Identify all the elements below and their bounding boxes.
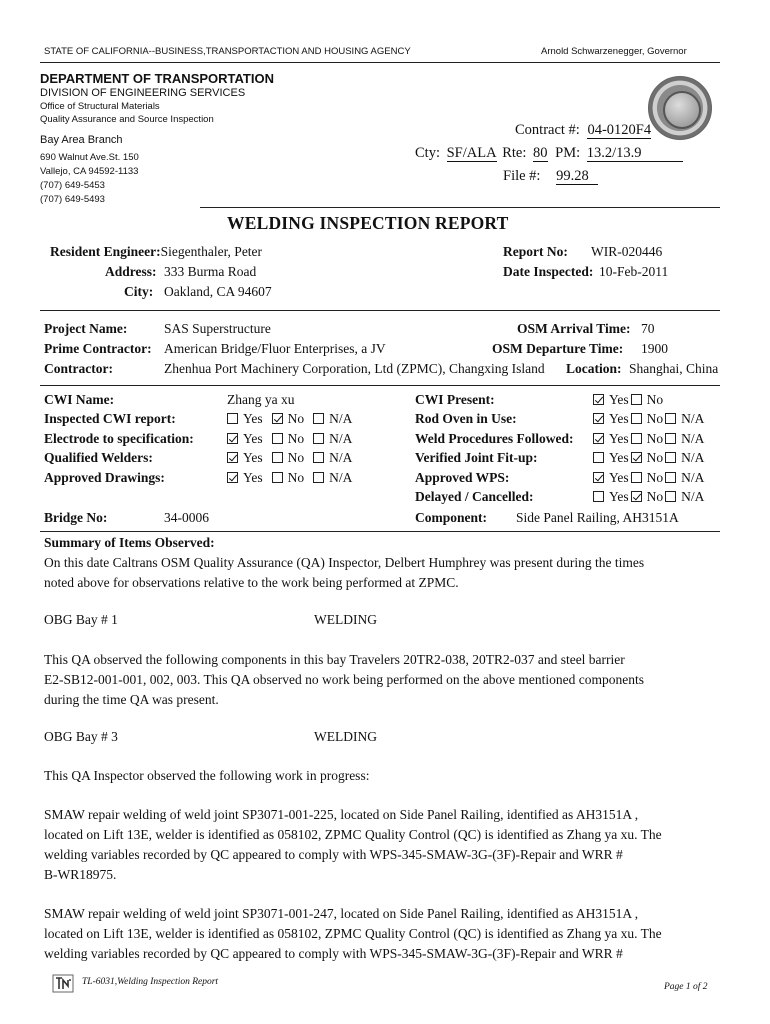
yes-label: Yes [609,392,629,407]
checkbox-icon[interactable] [593,394,604,405]
contract-label: Contract #: [515,122,580,138]
prime-contractor-label: Prime Contractor: [44,341,152,356]
option-no[interactable] [272,411,305,427]
rte-value: 80 [533,145,548,161]
yes-label: Yes [609,430,629,446]
right-label-1: Weld Procedures Followed: [415,430,574,446]
na-label: N/A [681,489,705,504]
text-line: On this date Caltrans OSM Quality Assurance (QA) Inspector, Delbert Humphrey was present during the times [44,555,645,570]
checked-checkbox-icon[interactable] [227,433,238,444]
checked-checkbox-icon[interactable] [272,413,283,424]
option-yes[interactable] [227,470,263,486]
cwi-name-label: CWI Name: [44,392,115,407]
checkbox-icon[interactable] [313,472,324,483]
footer-form-name: TL-6031,Welding Inspection Report [82,977,219,987]
option-yes[interactable] [593,470,629,486]
cwi-present-no[interactable] [631,392,664,408]
na-label: N/A [681,469,705,485]
report-no-value: WIR-020446 [591,244,663,259]
pm-label: PM: [555,145,581,161]
option-yes[interactable] [593,450,629,466]
yes-label: Yes [243,469,263,485]
summary-paragraph-5 [44,904,662,964]
option-yes[interactable] [593,489,629,505]
left-label-0: Inspected CWI report: [44,411,176,426]
contractor-value: Zhenhua Port Machinery Corporation, Ltd (ZPMC), Changxing Island [164,361,545,376]
checkbox-icon[interactable] [665,452,676,463]
na-label: N/A [329,469,353,485]
text-line: located on Lift 13E, welder is identified as 058102, ZPMC Quality Control (QC) is identified as Zhang ya xu. The [44,827,662,842]
osm-arrival-label: OSM Arrival Time: [517,321,631,336]
section-divider-1 [40,310,720,311]
phone-2: (707) 649-5493 [40,194,105,205]
branch-text: Bay Area Branch [40,134,123,146]
left-options-0 [227,411,352,427]
page-of: of [693,982,701,992]
text-line: during the time QA was present. [44,692,219,707]
na-label: N/A [681,430,705,446]
address-line-2: Vallejo, CA 94592-1133 [40,166,139,177]
location-ref-row [415,145,683,162]
option-na[interactable] [313,450,352,466]
option-no[interactable] [631,489,664,505]
checkbox-icon[interactable] [272,472,283,483]
yes-label: Yes [243,450,263,465]
osm-arrival-value: 70 [641,321,655,336]
california-seal-icon [648,76,712,140]
checkbox-icon[interactable] [665,413,676,424]
option-yes[interactable] [593,431,629,447]
engineer-block [50,244,290,264]
no-label: No [646,392,664,407]
option-no[interactable] [272,431,305,447]
right-label-3: Approved WPS: [415,469,510,485]
right-options-4 [593,489,704,505]
left-label-1: Electrode to specification: [44,430,194,446]
left-label-2: Qualified Welders: [44,450,153,465]
page-total: 2 [702,982,708,992]
file-row [503,168,598,185]
checkbox-icon[interactable] [631,394,642,405]
checkbox-icon[interactable] [313,452,324,463]
agency-text: STATE OF CALIFORNIA--BUSINESS,TRANSPORTACTION AND HOUSING AGENCY [44,46,411,57]
resident-engineer-label: Resident Engineer: [50,244,161,259]
section-divider-3 [40,531,720,532]
text-line: B-WR18975. [44,867,117,882]
option-na[interactable] [665,489,704,505]
option-no[interactable] [631,431,664,447]
summary-paragraph-2 [44,650,644,710]
option-no[interactable] [631,411,664,427]
page-number [664,982,708,992]
address-line-1: 690 Walnut Ave.St. 150 [40,152,139,163]
project-name-value: SAS Superstructure [164,321,271,336]
option-no[interactable] [631,450,664,466]
text-line: welding variables recorded by QC appeared to comply with WPS-345-SMAW-3G-(3F)-Repair and WRR # [44,946,623,961]
location-label: Location: [566,361,622,376]
option-no[interactable] [272,450,305,466]
city-label: City: [124,284,154,299]
text-line: located on Lift 13E, welder is identified as 058102, ZPMC Quality Control (QC) is identified as Zhang ya xu. The [44,926,662,941]
right-label-2: Verified Joint Fit-up: [415,450,538,465]
text-line: welding variables recorded by QC appeared to comply with WPS-345-SMAW-3G-(3F)-Repair and WRR # [44,847,623,862]
no-label: No [646,430,664,446]
office-text: Office of Structural Materials [40,101,160,112]
right-label-4: Delayed / Cancelled: [415,489,534,504]
phone-1: (707) 649-5453 [40,180,105,191]
checked-checkbox-icon[interactable] [593,433,604,444]
bay-1-activity: WELDING [314,612,377,627]
pm-value: 13.2/13.9 [587,146,683,162]
checkbox-icon[interactable] [313,433,324,444]
left-options-3 [227,470,352,486]
na-label: N/A [681,450,705,465]
page-label: Page [664,982,684,992]
text-line: This QA Inspector observed the following work in progress: [44,768,370,783]
option-no[interactable] [631,470,664,486]
na-label: N/A [681,411,705,426]
summary-paragraph-1 [44,553,644,593]
na-label: N/A [329,430,353,446]
no-label: No [646,469,664,485]
contract-row [515,122,651,139]
rte-label: Rte: [502,145,527,161]
checked-checkbox-icon[interactable] [593,413,604,424]
no-label: No [287,469,305,485]
checkbox-icon[interactable] [272,433,283,444]
right-options-0 [593,411,704,427]
na-label: N/A [329,411,353,426]
checkbox-icon[interactable] [631,472,642,483]
text-line: noted above for observations relative to the work being performed at ZPMC. [44,575,459,590]
option-yes[interactable] [593,411,629,427]
option-na[interactable] [313,431,352,447]
no-label: No [287,430,305,446]
text-line: E2-SB12-001-001, 002, 003. This QA observed no work being performed on the above mentioned components [44,672,645,687]
checkbox-icon[interactable] [665,433,676,444]
checkbox-icon[interactable] [665,491,676,502]
text-line: SMAW repair welding of weld joint SP3071-001-225, located on Side Panel Railing, identified as AH3151A , [44,807,639,822]
component-label: Component: [415,510,488,525]
bridge-no-label: Bridge No: [44,510,108,525]
cty-label: Cty: [415,145,440,161]
option-yes[interactable] [227,450,263,466]
option-na[interactable] [665,450,704,466]
checked-checkbox-icon[interactable] [631,491,642,502]
title-divider [200,207,720,208]
governor-text: Arnold Schwarzenegger, Governor [541,46,687,57]
cwi-present-options [593,392,663,408]
yes-label: Yes [243,411,263,426]
osm-departure-label: OSM Departure Time: [492,341,624,356]
prime-contractor-value: American Bridge/Fluor Enterprises, a JV [164,341,386,356]
left-options-1 [227,431,352,447]
checked-checkbox-icon[interactable] [593,472,604,483]
cwi-present-label: CWI Present: [415,392,495,407]
option-na[interactable] [665,411,704,427]
option-no[interactable] [272,470,305,486]
text-line: SMAW repair welding of weld joint SP3071-001-247, located on Side Panel Railing, identified as AH3151A , [44,906,639,921]
project-name-label: Project Name: [44,321,128,336]
right-options-1 [593,431,704,447]
report-title: WELDING INSPECTION REPORT [227,213,509,233]
resident-engineer-value: Siegenthaler, Peter [160,244,263,259]
division-text: DIVISION OF ENGINEERING SERVICES [40,87,246,99]
option-na[interactable] [665,470,704,486]
summary-paragraph-3 [44,766,369,786]
right-label-0: Rod Oven in Use: [415,411,517,426]
yes-label: Yes [609,450,629,465]
contract-value: 04-0120F4 [587,122,652,138]
checkbox-icon[interactable] [631,413,642,424]
top-divider [40,62,720,63]
right-options-2 [593,450,704,466]
caltrans-logo-icon [52,972,74,994]
address-value: 333 Burma Road [164,264,257,279]
left-label-3: Approved Drawings: [44,469,165,485]
checkbox-icon[interactable] [313,413,324,424]
file-label: File #: [503,168,541,184]
page-current: 1 [685,982,691,992]
checkbox-icon[interactable] [272,452,283,463]
option-yes[interactable] [227,411,263,427]
yes-label: Yes [609,469,629,485]
yes-label: Yes [609,411,629,426]
component-value: Side Panel Railing, AH3151A [516,510,679,525]
cty-value: SF/ALA [446,145,497,161]
na-label: N/A [329,450,353,465]
text-line: This QA observed the following components in this bay Travelers 20TR2-038, 20TR2-037 and steel barrier [44,652,625,667]
no-label: No [287,450,305,465]
summary-heading: Summary of Items Observed: [44,535,215,550]
no-label: No [646,411,664,426]
date-inspected-value: 10-Feb-2011 [599,264,669,279]
checkbox-icon[interactable] [593,491,604,502]
checkbox-icon[interactable] [593,452,604,463]
address-label: Address: [105,264,157,279]
bay-3-label: OBG Bay # 3 [44,729,118,744]
bay-1-label: OBG Bay # 1 [44,612,118,627]
bay-3-activity: WELDING [314,729,377,744]
yes-label: Yes [243,430,263,446]
location-value: Shanghai, China [629,361,719,376]
summary-paragraph-4 [44,805,662,885]
checked-checkbox-icon[interactable] [227,452,238,463]
report-no-label: Report No: [503,244,568,259]
option-yes[interactable] [227,431,263,447]
contractor-label: Contractor: [44,361,113,376]
cwi-present-yes[interactable] [593,392,629,408]
city-value: Oakland, CA 94607 [164,284,272,299]
department-title: DEPARTMENT OF TRANSPORTATION [40,71,274,86]
osm-departure-value: 1900 [641,341,668,356]
qa-source-text: Quality Assurance and Source Inspection [40,114,214,125]
date-inspected-label: Date Inspected: [503,264,594,279]
no-label: No [646,489,664,504]
checked-checkbox-icon[interactable] [227,472,238,483]
checkbox-icon[interactable] [631,433,642,444]
option-na[interactable] [313,470,352,486]
left-options-2 [227,450,352,466]
right-options-3 [593,470,704,486]
checkbox-icon[interactable] [227,413,238,424]
no-label: No [287,411,305,426]
no-label: No [646,450,664,465]
checked-checkbox-icon[interactable] [631,452,642,463]
bridge-no-value: 34-0006 [164,510,209,525]
cwi-name-value: Zhang ya xu [227,392,295,407]
option-na[interactable] [313,411,352,427]
option-na[interactable] [665,431,704,447]
checkbox-icon[interactable] [665,472,676,483]
yes-label: Yes [609,489,629,504]
file-value: 99.28 [556,169,598,185]
section-divider-2 [40,385,720,386]
